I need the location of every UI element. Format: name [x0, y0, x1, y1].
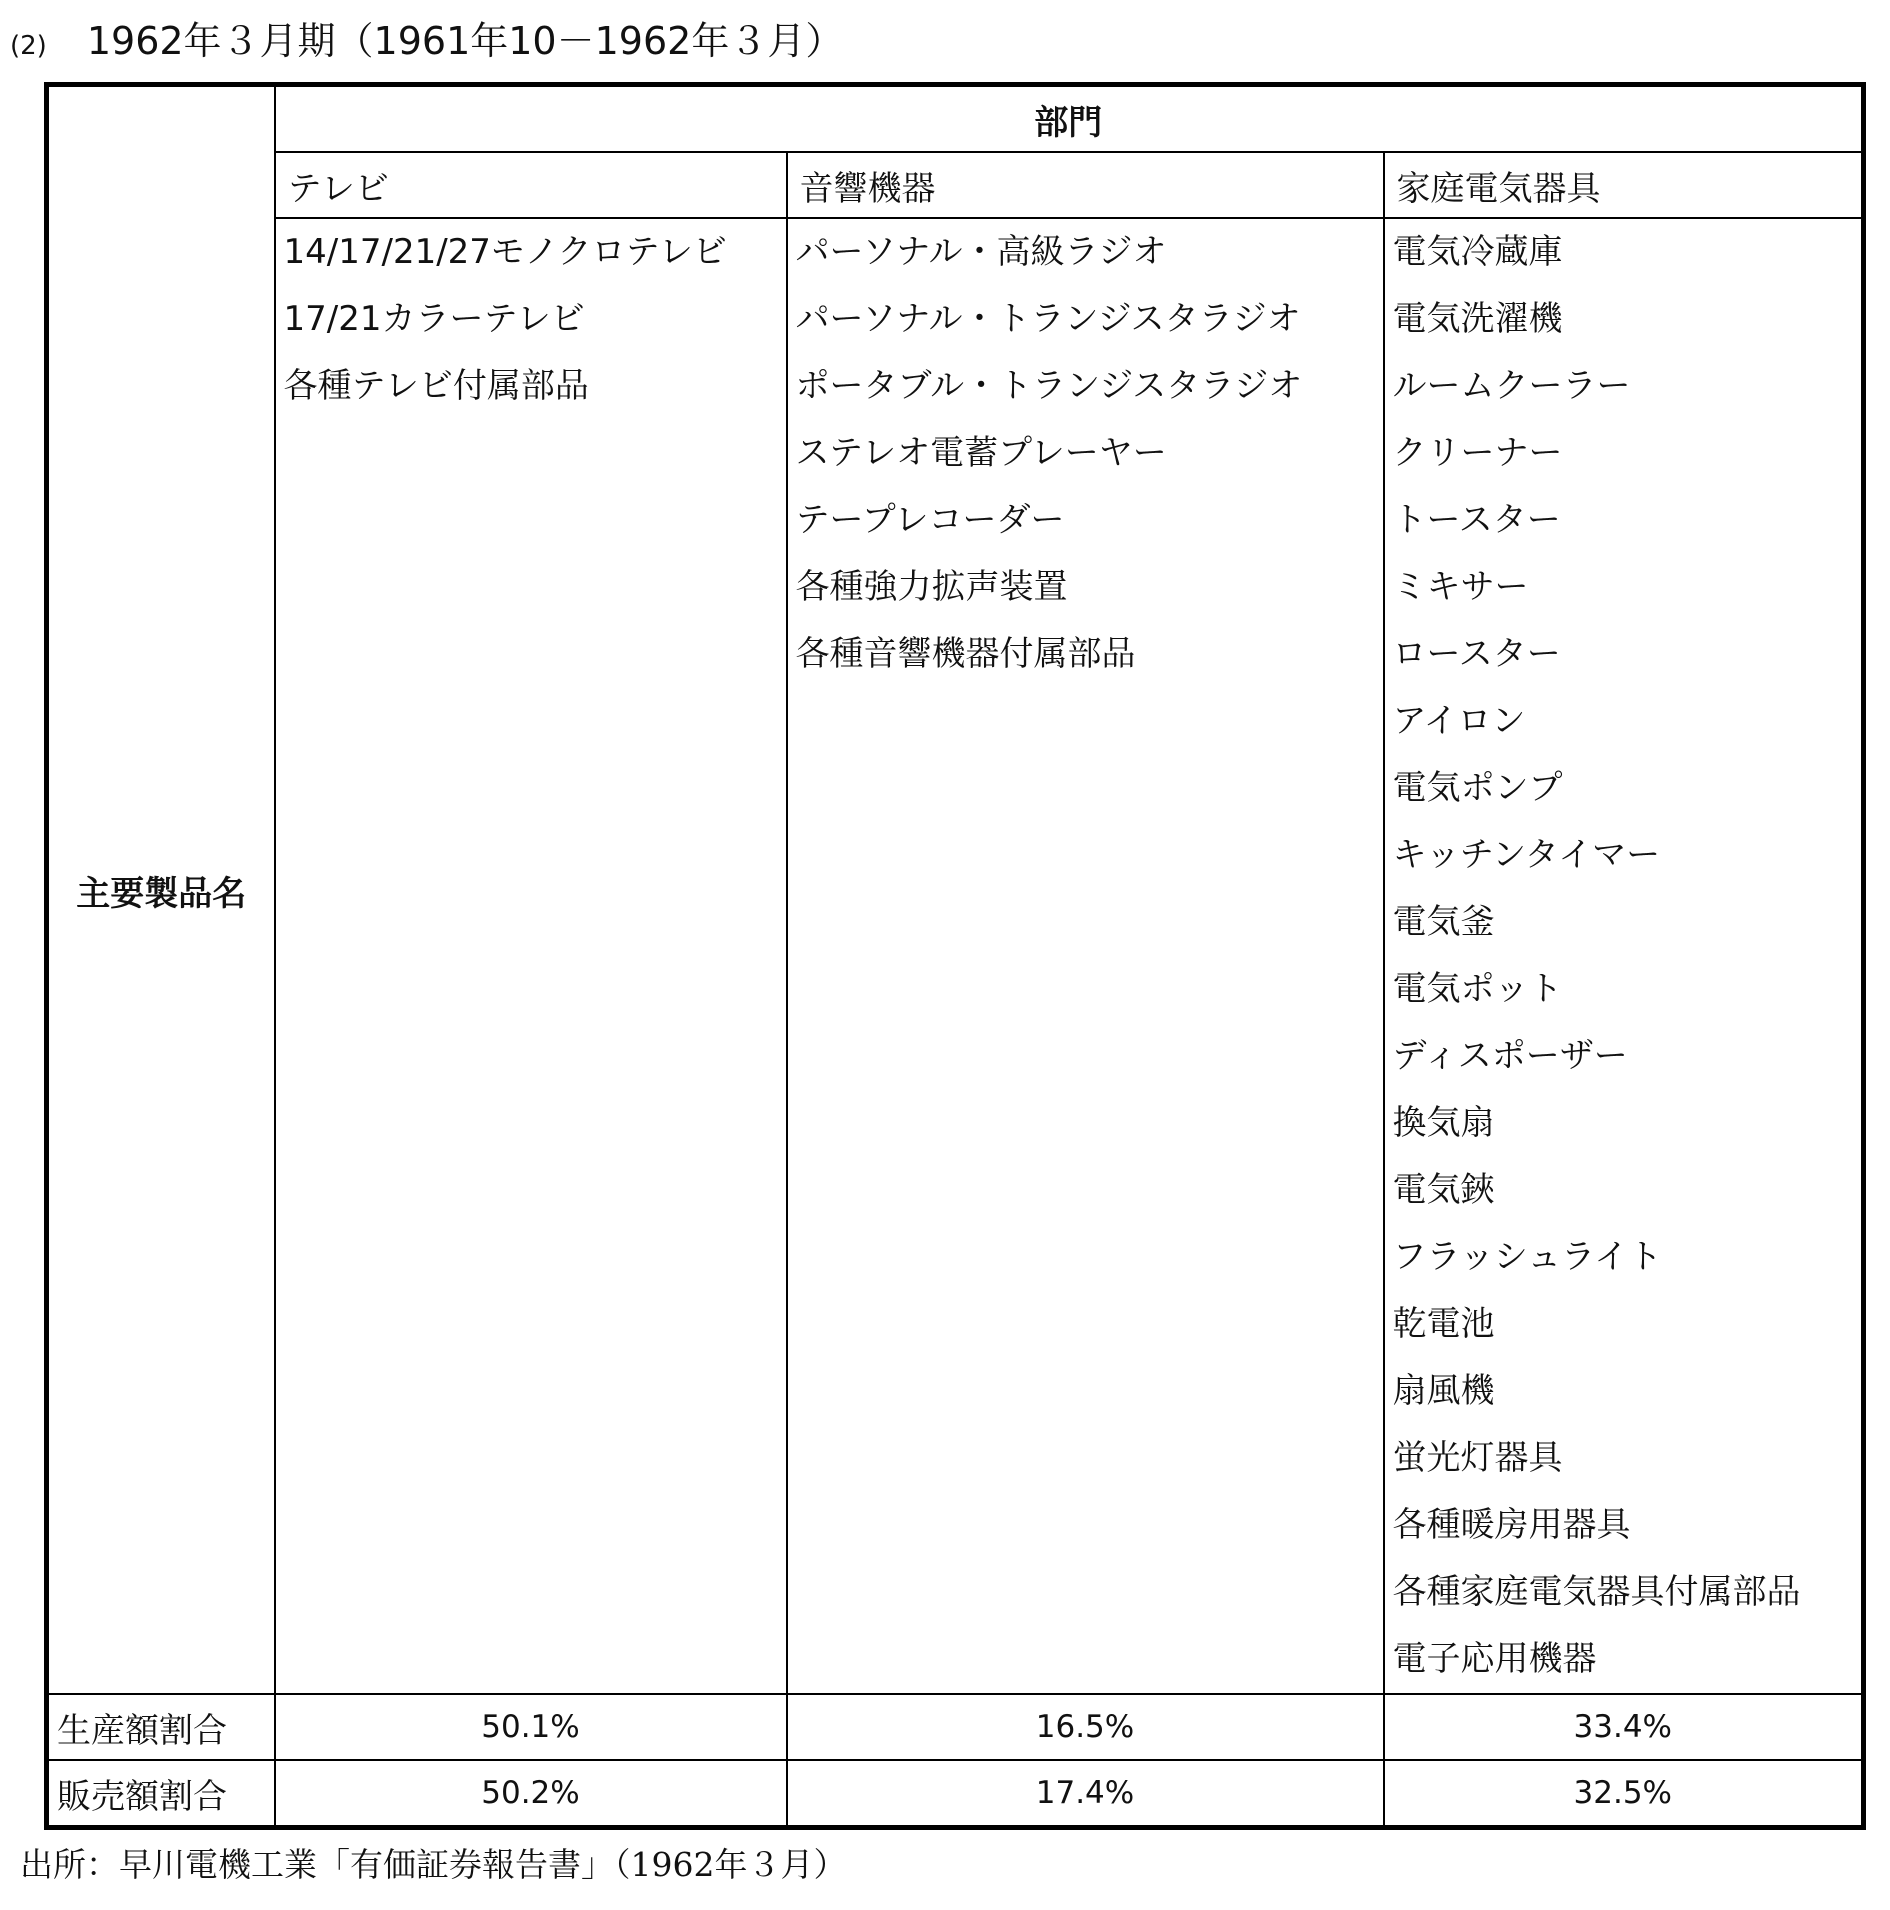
list-item: 扇風機 [1392, 1371, 1495, 1411]
list-item: キッチンタイマー [1392, 835, 1661, 875]
list-item: ディスポーザー [1392, 1036, 1628, 1076]
audio-production-share: 16.5% [787, 1694, 1384, 1760]
list-item: ルームクーラー [1392, 366, 1631, 406]
audio-sales-share: 17.4% [787, 1760, 1384, 1828]
list-item: クリーナー [1392, 433, 1563, 473]
list-item: 各種強力拡声装置 [795, 567, 1068, 607]
list-item: アイロン [1392, 701, 1526, 741]
dept-audio: 音響機器 [787, 152, 1384, 218]
sales-share-row [47, 1760, 1864, 1828]
list-item: トースター [1392, 500, 1561, 540]
list-item: 17/21カラーテレビ [283, 299, 585, 339]
page-title [10, 16, 843, 66]
product-table [44, 82, 1866, 1830]
products-row-label: 主要製品名 [47, 85, 275, 1695]
department-header: 部門 [275, 85, 1864, 153]
appliance-production-share: 33.4% [1384, 1694, 1864, 1760]
list-item: 換気扇 [1392, 1103, 1495, 1143]
audio-items [787, 218, 1384, 1694]
list-item: フラッシュライト [1392, 1237, 1663, 1277]
list-item: 電気鋏 [1392, 1170, 1495, 1210]
tv-items [275, 218, 787, 1694]
dept-appliances: 家庭電気器具 [1384, 152, 1864, 218]
list-item: ステレオ電蓄プレーヤー [795, 433, 1167, 473]
list-item: 電気洗濯機 [1392, 299, 1563, 339]
list-item: ポータブル・トランジスタラジオ [795, 366, 1303, 406]
production-share-label: 生産額割合 [47, 1694, 275, 1760]
list-item: 電気ポット [1392, 969, 1563, 1009]
list-item: 各種テレビ付属部品 [283, 366, 589, 406]
section-number: (2) [10, 31, 47, 61]
list-item: テープレコーダー [795, 500, 1065, 540]
list-item: ロースター [1392, 634, 1561, 674]
list-item: 14/17/21/27モノクロテレビ [283, 232, 727, 272]
list-item: 電子応用機器 [1392, 1639, 1597, 1679]
list-item: ミキサー [1392, 567, 1529, 607]
list-item: 各種家庭電気器具付属部品 [1392, 1572, 1801, 1612]
production-share-row [47, 1694, 1864, 1760]
list-item: 蛍光灯器具 [1392, 1438, 1563, 1478]
tv-production-share: 50.1% [275, 1694, 787, 1760]
list-item: 電気ポンプ [1392, 768, 1563, 808]
list-item: パーソナル・トランジスタラジオ [795, 299, 1301, 339]
title-text: 1962年３月期（1961年10－1962年３月） [86, 19, 844, 63]
dept-tv: テレビ [275, 152, 787, 218]
source-note: 出所：早川電機工業「有価証券報告書」（1962年３月） [20, 1845, 847, 1884]
list-item: 乾電池 [1392, 1304, 1495, 1344]
sales-share-label: 販売額割合 [47, 1760, 275, 1828]
list-item: 電気釜 [1392, 902, 1495, 942]
list-item: 各種音響機器付属部品 [795, 634, 1136, 674]
list-item: 電気冷蔵庫 [1392, 232, 1563, 272]
appliance-items [1384, 218, 1864, 1694]
tv-sales-share: 50.2% [275, 1760, 787, 1828]
appliance-sales-share: 32.5% [1384, 1760, 1864, 1828]
list-item: 各種暖房用器具 [1392, 1505, 1631, 1545]
list-item: パーソナル・高級ラジオ [795, 232, 1167, 272]
